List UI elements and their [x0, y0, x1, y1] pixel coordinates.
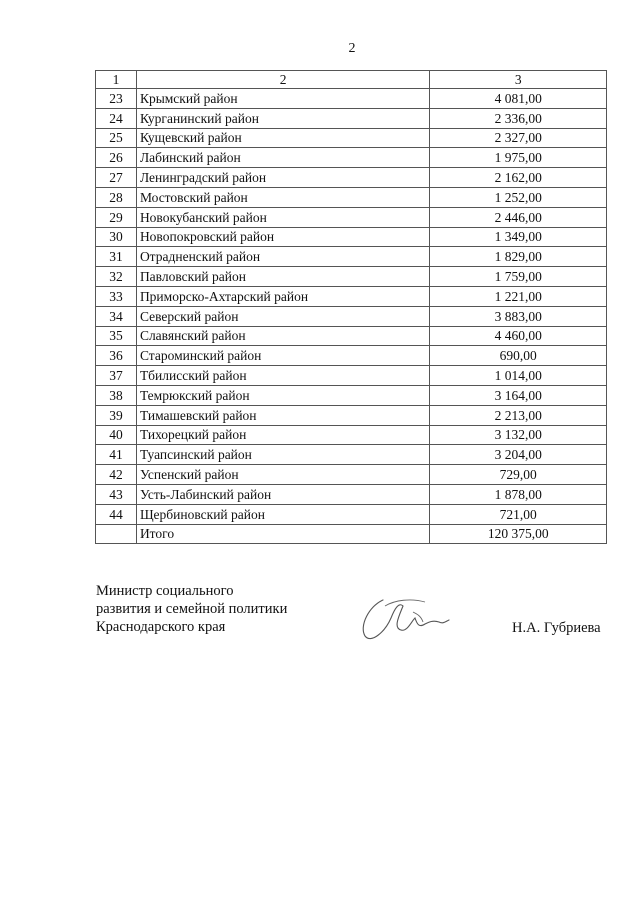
table-row [96, 286, 607, 306]
table-row [96, 89, 607, 109]
table-header-row [96, 71, 607, 89]
amount-value: 3 883,00 [430, 306, 607, 326]
row-number: 37 [96, 366, 137, 386]
row-number: 41 [96, 445, 137, 465]
amount-value: 721,00 [430, 504, 607, 524]
district-name: Лабинский район [136, 148, 429, 168]
district-name: Староминский район [136, 346, 429, 366]
district-name: Ленинградский район [136, 168, 429, 188]
table-row [96, 366, 607, 386]
row-number: 31 [96, 247, 137, 267]
table-row [96, 484, 607, 504]
amount-value: 1 878,00 [430, 484, 607, 504]
district-name: Славянский район [136, 326, 429, 346]
amount-value: 1 014,00 [430, 366, 607, 386]
district-name: Новопокровский район [136, 227, 429, 247]
district-name: Курганинский район [136, 108, 429, 128]
amount-value: 120 375,00 [430, 524, 607, 544]
amount-value: 1 829,00 [430, 247, 607, 267]
row-number: 42 [96, 465, 137, 485]
amount-value: 2 162,00 [430, 168, 607, 188]
table-row [96, 465, 607, 485]
table-row [96, 346, 607, 366]
district-name: Тбилисский район [136, 366, 429, 386]
row-number: 34 [96, 306, 137, 326]
table-row [96, 425, 607, 445]
signer-title-line-1: Министр социального [96, 583, 234, 599]
table-row [96, 445, 607, 465]
district-name: Щербиновский район [136, 504, 429, 524]
amount-value: 729,00 [430, 465, 607, 485]
row-number: 27 [96, 168, 137, 188]
header-col-1: 1 [96, 71, 137, 89]
amount-value: 2 213,00 [430, 405, 607, 425]
district-name: Мостовский район [136, 187, 429, 207]
handwritten-signature [355, 592, 455, 647]
row-number: 33 [96, 286, 137, 306]
amount-value: 1 252,00 [430, 187, 607, 207]
table-row [96, 247, 607, 267]
table-row [96, 207, 607, 227]
amount-value: 1 975,00 [430, 148, 607, 168]
table-row [96, 306, 607, 326]
amount-value: 1 349,00 [430, 227, 607, 247]
district-name: Тимашевский район [136, 405, 429, 425]
district-name: Кущевский район [136, 128, 429, 148]
district-name: Темрюкский район [136, 385, 429, 405]
amount-value: 2 446,00 [430, 207, 607, 227]
page-number: 2 [348, 41, 356, 56]
amount-value: 690,00 [430, 346, 607, 366]
header-col-2: 2 [136, 71, 429, 89]
row-number: 36 [96, 346, 137, 366]
row-number: 40 [96, 425, 137, 445]
district-name: Приморско-Ахтарский район [136, 286, 429, 306]
amount-value: 1 221,00 [430, 286, 607, 306]
amount-value: 4 460,00 [430, 326, 607, 346]
row-number [96, 524, 137, 544]
table-row [96, 187, 607, 207]
amount-value: 2 327,00 [430, 128, 607, 148]
district-name: Тихорецкий район [136, 425, 429, 445]
table-row [96, 326, 607, 346]
table-row [96, 267, 607, 287]
district-name: Северский район [136, 306, 429, 326]
row-number: 26 [96, 148, 137, 168]
row-number: 38 [96, 385, 137, 405]
row-number: 25 [96, 128, 137, 148]
districts-table [95, 70, 607, 544]
amount-value: 1 759,00 [430, 267, 607, 287]
amount-value: 2 336,00 [430, 108, 607, 128]
row-number: 24 [96, 108, 137, 128]
table-row [96, 504, 607, 524]
district-name: Отрадненский район [136, 247, 429, 267]
district-name: Крымский район [136, 89, 429, 109]
amount-value: 4 081,00 [430, 89, 607, 109]
total-row [96, 524, 607, 544]
signer-name: Н.А. Губриева [512, 620, 601, 636]
table-row [96, 168, 607, 188]
header-col-3: 3 [430, 71, 607, 89]
signer-title-line-3: Краснодарского края [96, 619, 226, 635]
district-name: Туапсинский район [136, 445, 429, 465]
row-number: 39 [96, 405, 137, 425]
row-number: 28 [96, 187, 137, 207]
table-row [96, 385, 607, 405]
row-number: 29 [96, 207, 137, 227]
table-row [96, 108, 607, 128]
row-number: 30 [96, 227, 137, 247]
district-name: Итого [136, 524, 429, 544]
district-name: Новокубанский район [136, 207, 429, 227]
row-number: 23 [96, 89, 137, 109]
row-number: 44 [96, 504, 137, 524]
district-name: Павловский район [136, 267, 429, 287]
amount-value: 3 164,00 [430, 385, 607, 405]
signer-title-line-2: развития и семейной политики [96, 601, 288, 617]
table-row [96, 148, 607, 168]
district-name: Усть-Лабинский район [136, 484, 429, 504]
table-row [96, 128, 607, 148]
signature-block [96, 582, 287, 636]
amount-value: 3 204,00 [430, 445, 607, 465]
table-row [96, 405, 607, 425]
amount-value: 3 132,00 [430, 425, 607, 445]
row-number: 35 [96, 326, 137, 346]
table-row [96, 227, 607, 247]
district-name: Успенский район [136, 465, 429, 485]
row-number: 32 [96, 267, 137, 287]
row-number: 43 [96, 484, 137, 504]
